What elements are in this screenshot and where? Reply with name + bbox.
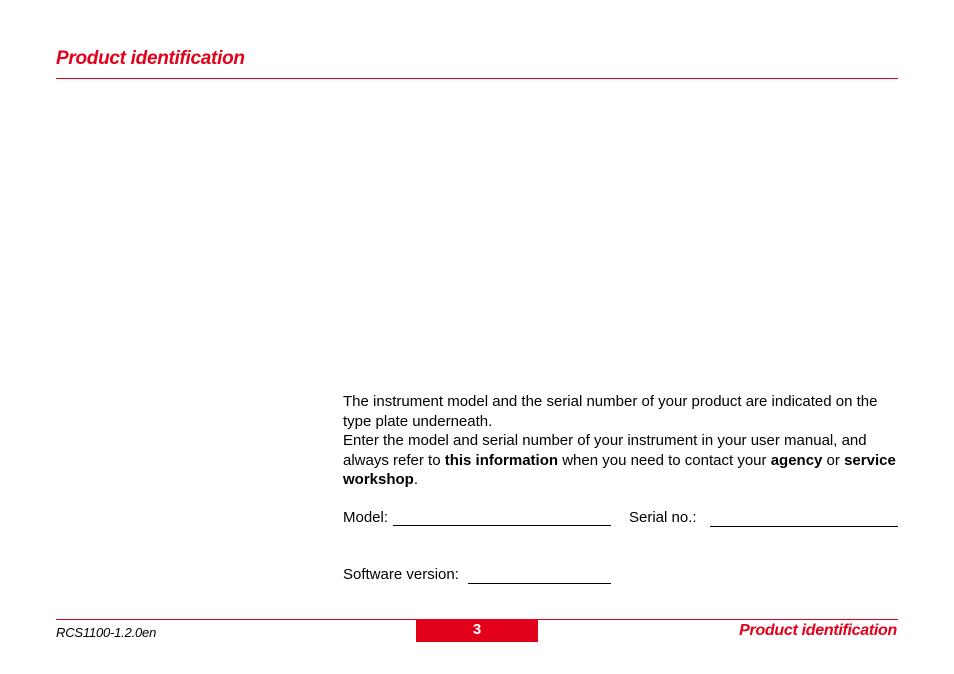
document-code: RCS1100-1.2.0en (56, 625, 157, 640)
serial-field[interactable] (710, 526, 898, 527)
software-version-label: Software version: (343, 566, 459, 583)
instructions-text-3: or (822, 451, 845, 469)
footer-section-title: Product identification (739, 622, 897, 639)
type-plate-paragraph: The instrument model and the serial number of your product are indicated on the type plate underneath. (343, 393, 878, 430)
instructions-text-4: . (413, 471, 419, 488)
intro-text (343, 392, 903, 490)
instructions-bold-3: service workshop (343, 451, 896, 488)
page-number: 3 (416, 620, 538, 642)
instructions-bold-1: this information (444, 451, 559, 469)
instructions-text-1: Enter the model and serial number of your instrument in your user manual, and always refer to (343, 432, 867, 469)
instructions-paragraph (343, 431, 903, 490)
serial-label: Serial no.: (629, 509, 697, 526)
instructions-bold-2: agency (770, 451, 823, 469)
page-title: Product identification (56, 48, 245, 69)
model-field[interactable] (393, 525, 611, 526)
software-version-field[interactable] (468, 583, 611, 584)
instructions-text-2: when you need to contact your (558, 451, 771, 469)
header-divider (56, 78, 898, 79)
model-label: Model: (343, 509, 389, 526)
